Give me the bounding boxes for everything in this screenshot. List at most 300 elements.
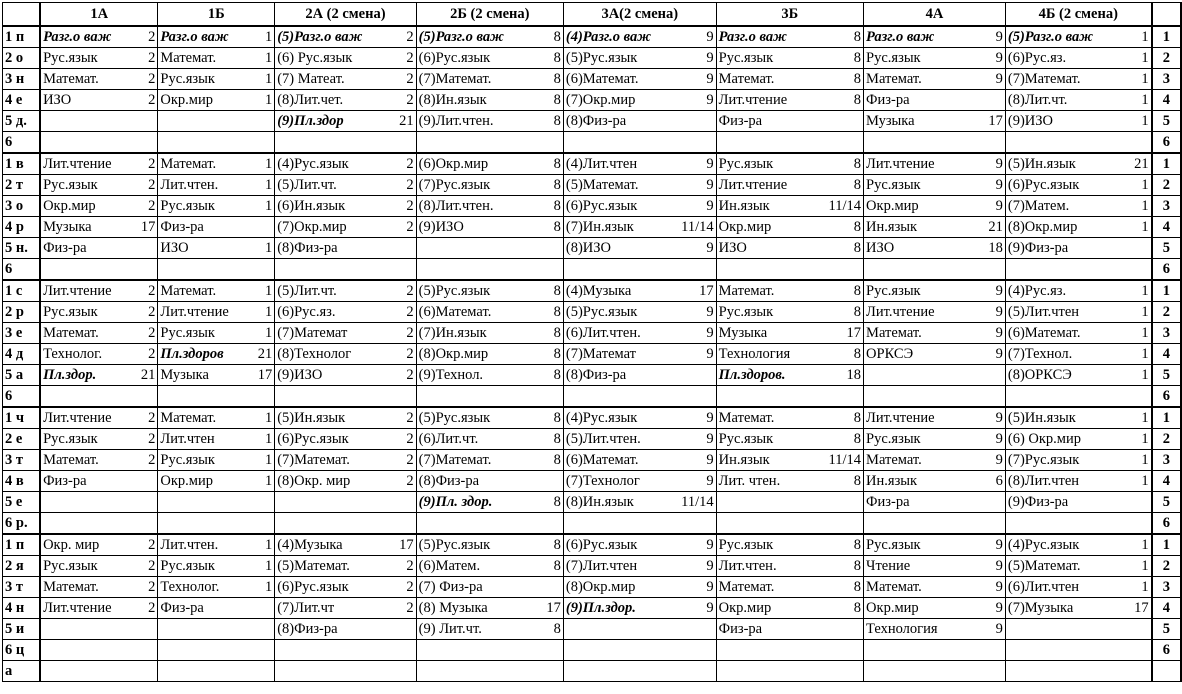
- subject-cell: Музыка: [40, 217, 131, 238]
- room-cell: 2: [131, 280, 158, 302]
- subject-cell: Окр. мир: [40, 534, 131, 556]
- subject-cell: Математ.: [40, 577, 131, 598]
- room-cell: 1: [1119, 534, 1151, 556]
- subject-cell: (6)Рус.яз.: [1005, 48, 1119, 69]
- room-cell: 1: [1119, 175, 1151, 196]
- subject-cell: ИЗО: [716, 238, 826, 259]
- room-cell: [979, 640, 1006, 661]
- room-cell: 17: [827, 323, 864, 344]
- subject-cell: (6)Лит.чтен: [1005, 577, 1119, 598]
- subject-cell: (5)Математ.: [563, 175, 679, 196]
- room-cell: [679, 386, 716, 408]
- room-cell: 17: [131, 217, 158, 238]
- room-cell: 8: [827, 344, 864, 365]
- subject-cell: [864, 259, 979, 281]
- schedule-table: [2, 2, 1182, 682]
- subject-cell: Окр.мир: [40, 196, 131, 217]
- subject-cell: Математ.: [40, 323, 131, 344]
- subject-cell: (5)Рус.язык: [563, 302, 679, 323]
- room-cell: 8: [530, 26, 563, 48]
- lesson-number: 6: [1152, 386, 1181, 408]
- subject-cell: [158, 661, 247, 682]
- lesson-number: 5: [1152, 111, 1181, 132]
- room-cell: [390, 619, 417, 640]
- subject-cell: (7)Математ.: [275, 450, 390, 471]
- room-cell: 9: [979, 429, 1006, 450]
- subject-cell: [40, 111, 131, 132]
- class-header: 2А (2 смена): [275, 3, 416, 27]
- room-cell: 8: [530, 323, 563, 344]
- class-header: 4А: [864, 3, 1006, 27]
- room-cell: 2: [390, 450, 417, 471]
- subject-cell: [563, 619, 679, 640]
- lesson-number: 6: [1152, 132, 1181, 154]
- subject-cell: [275, 640, 390, 661]
- subject-cell: Физ-ра: [716, 619, 826, 640]
- subject-cell: Пл.здоров: [158, 344, 247, 365]
- subject-cell: Окр.мир: [158, 471, 247, 492]
- room-cell: 8: [530, 429, 563, 450]
- room-cell: [247, 598, 275, 619]
- subject-cell: [416, 132, 530, 154]
- room-cell: 1: [247, 471, 275, 492]
- subject-cell: Математ.: [40, 69, 131, 90]
- subject-cell: (8)Окр. мир: [275, 471, 390, 492]
- class-header: 1А: [40, 3, 158, 27]
- room-cell: 8: [530, 302, 563, 323]
- lesson-row: [3, 302, 1182, 323]
- subject-cell: Рус.язык: [716, 534, 826, 556]
- room-cell: 2: [390, 429, 417, 450]
- room-cell: [827, 259, 864, 281]
- subject-cell: Технология: [716, 344, 826, 365]
- room-cell: 8: [827, 429, 864, 450]
- room-cell: [679, 111, 716, 132]
- room-cell: 17: [247, 365, 275, 386]
- room-cell: 8: [530, 280, 563, 302]
- room-cell: [390, 640, 417, 661]
- subject-cell: Музыка: [864, 111, 979, 132]
- subject-cell: (7)Окр.мир: [563, 90, 679, 111]
- subject-cell: Разг.о важ: [40, 26, 131, 48]
- room-cell: 2: [131, 344, 158, 365]
- room-cell: 2: [390, 90, 417, 111]
- day-lesson-label: 3 т: [3, 450, 41, 471]
- room-cell: 11/14: [827, 450, 864, 471]
- room-cell: [827, 386, 864, 408]
- room-cell: [530, 132, 563, 154]
- lesson-number: 4: [1152, 90, 1181, 111]
- day-lesson-label: 2 о: [3, 48, 41, 69]
- room-cell: 2: [131, 534, 158, 556]
- room-cell: 2: [390, 323, 417, 344]
- subject-cell: Математ.: [158, 280, 247, 302]
- subject-cell: Чтение: [864, 556, 979, 577]
- subject-cell: [40, 132, 131, 154]
- room-cell: [679, 661, 716, 682]
- subject-cell: (6)Ин.язык: [275, 196, 390, 217]
- room-cell: 2: [390, 175, 417, 196]
- day-lesson-label: 2 р: [3, 302, 41, 323]
- room-cell: 9: [679, 90, 716, 111]
- room-cell: 8: [827, 577, 864, 598]
- room-cell: [827, 513, 864, 535]
- room-cell: [247, 259, 275, 281]
- room-cell: [679, 365, 716, 386]
- room-cell: 2: [390, 280, 417, 302]
- subject-cell: Рус.язык: [716, 429, 826, 450]
- subject-cell: [275, 661, 390, 682]
- room-cell: 2: [131, 90, 158, 111]
- room-cell: 8: [530, 407, 563, 429]
- room-cell: [131, 259, 158, 281]
- room-cell: [247, 217, 275, 238]
- room-cell: 8: [530, 69, 563, 90]
- room-cell: 9: [679, 534, 716, 556]
- subject-cell: [40, 492, 131, 513]
- subject-cell: (7)Музыка: [1005, 598, 1119, 619]
- lesson-row: [3, 280, 1182, 302]
- subject-cell: (6)Рус.язык: [563, 534, 679, 556]
- room-cell: [390, 492, 417, 513]
- room-cell: [390, 661, 417, 682]
- subject-cell: [1005, 640, 1119, 661]
- room-cell: 2: [390, 471, 417, 492]
- room-cell: [979, 386, 1006, 408]
- room-cell: 2: [390, 598, 417, 619]
- room-cell: [530, 577, 563, 598]
- subject-cell: Рус.язык: [40, 48, 131, 69]
- room-cell: 9: [979, 323, 1006, 344]
- subject-cell: Лит.чтен: [158, 429, 247, 450]
- lesson-number: 3: [1152, 69, 1181, 90]
- room-cell: 1: [247, 153, 275, 175]
- subject-cell: Рус.язык: [864, 534, 979, 556]
- subject-cell: Лит.чтен.: [158, 175, 247, 196]
- subject-cell: Лит.чтение: [864, 153, 979, 175]
- room-cell: 1: [1119, 471, 1151, 492]
- subject-cell: Рус.язык: [864, 175, 979, 196]
- subject-cell: [40, 513, 131, 535]
- subject-cell: (8)Физ-ра: [416, 471, 530, 492]
- lesson-row: [3, 344, 1182, 365]
- room-cell: 8: [530, 90, 563, 111]
- subject-cell: (7)Матем.: [1005, 196, 1119, 217]
- room-cell: 2: [131, 175, 158, 196]
- room-cell: 2: [131, 407, 158, 429]
- header-row: [3, 3, 1182, 27]
- day-lesson-label: 6: [3, 386, 41, 408]
- day-lesson-label: 1 с: [3, 280, 41, 302]
- room-cell: 1: [247, 90, 275, 111]
- room-cell: 1: [247, 175, 275, 196]
- subject-cell: Разг.о важ: [864, 26, 979, 48]
- subject-cell: Физ-ра: [158, 217, 247, 238]
- room-cell: 8: [827, 556, 864, 577]
- subject-cell: [158, 640, 247, 661]
- lesson-number: 6: [1152, 640, 1181, 661]
- subject-cell: Рус.язык: [40, 302, 131, 323]
- room-cell: 2: [390, 556, 417, 577]
- subject-cell: [563, 386, 679, 408]
- class-header: 4Б (2 смена): [1005, 3, 1151, 27]
- day-lesson-label: 4 е: [3, 90, 41, 111]
- lesson-number: 1: [1152, 153, 1181, 175]
- lesson-number: 2: [1152, 175, 1181, 196]
- subject-cell: Рус.язык: [40, 429, 131, 450]
- day-lesson-label: 6: [3, 259, 41, 281]
- room-cell: 2: [390, 302, 417, 323]
- subject-cell: (7) Матеат.: [275, 69, 390, 90]
- room-cell: 1: [1119, 217, 1151, 238]
- room-cell: [1119, 492, 1151, 513]
- room-cell: 9: [679, 577, 716, 598]
- subject-cell: Рус.язык: [158, 556, 247, 577]
- subject-cell: (5)Рус.язык: [416, 407, 530, 429]
- subject-cell: [158, 386, 247, 408]
- subject-cell: [716, 492, 826, 513]
- subject-cell: (7)Технол.: [1005, 344, 1119, 365]
- day-lesson-label: 1 п: [3, 534, 41, 556]
- lesson-row: [3, 132, 1182, 154]
- lesson-number: 2: [1152, 48, 1181, 69]
- day-lesson-label: 5 н.: [3, 238, 41, 259]
- subject-cell: Лит.чтение: [864, 407, 979, 429]
- subject-cell: Рус.язык: [864, 280, 979, 302]
- subject-cell: [416, 238, 530, 259]
- subject-cell: Окр.мир: [158, 90, 247, 111]
- subject-cell: [716, 259, 826, 281]
- subject-cell: (7)Математ: [275, 323, 390, 344]
- lesson-row: [3, 577, 1182, 598]
- subject-cell: Математ.: [864, 323, 979, 344]
- room-cell: [530, 471, 563, 492]
- subject-cell: (7)Лит.чт: [275, 598, 390, 619]
- room-cell: 8: [827, 26, 864, 48]
- subject-cell: Ин.язык: [864, 471, 979, 492]
- subject-cell: (6) Рус.язык: [275, 48, 390, 69]
- room-cell: [390, 238, 417, 259]
- subject-cell: Технолог.: [40, 344, 131, 365]
- room-cell: 1: [1119, 556, 1151, 577]
- lesson-number: 1: [1152, 534, 1181, 556]
- room-cell: [247, 111, 275, 132]
- room-cell: 17: [979, 111, 1006, 132]
- subject-cell: (8)Окр.мир: [416, 344, 530, 365]
- lesson-number: 3: [1152, 196, 1181, 217]
- subject-cell: (9)Пл. здор.: [416, 492, 530, 513]
- room-cell: 8: [827, 407, 864, 429]
- subject-cell: Физ-ра: [864, 492, 979, 513]
- room-cell: 9: [679, 407, 716, 429]
- subject-cell: Рус.язык: [158, 323, 247, 344]
- room-cell: 21: [390, 111, 417, 132]
- room-cell: 1: [1119, 280, 1151, 302]
- subject-cell: [1005, 513, 1119, 535]
- subject-cell: Рус.язык: [716, 48, 826, 69]
- subject-cell: [158, 492, 247, 513]
- day-lesson-label: 3 т: [3, 577, 41, 598]
- subject-cell: Музыка: [716, 323, 826, 344]
- room-cell: [131, 386, 158, 408]
- subject-cell: (7)Математ.: [1005, 69, 1119, 90]
- room-cell: 2: [131, 196, 158, 217]
- class-header: 2Б (2 смена): [416, 3, 563, 27]
- room-cell: [390, 132, 417, 154]
- room-cell: 9: [979, 175, 1006, 196]
- day-lesson-label: 6 р.: [3, 513, 41, 535]
- subject-cell: Рус.язык: [864, 429, 979, 450]
- subject-cell: (6)Рус.язык: [563, 196, 679, 217]
- lesson-number: 6: [1152, 259, 1181, 281]
- room-cell: 8: [827, 90, 864, 111]
- room-cell: [979, 513, 1006, 535]
- room-cell: 1: [247, 323, 275, 344]
- room-cell: 9: [979, 598, 1006, 619]
- subject-cell: (5)Лит.чт.: [275, 280, 390, 302]
- subject-cell: (9)ИЗО: [416, 217, 530, 238]
- room-cell: 21: [247, 344, 275, 365]
- room-cell: 1: [247, 196, 275, 217]
- room-cell: [1119, 132, 1151, 154]
- subject-cell: Математ.: [716, 69, 826, 90]
- subject-cell: (5)Разг.о важ: [275, 26, 390, 48]
- subject-cell: Рус.язык: [158, 196, 247, 217]
- room-cell: 1: [247, 556, 275, 577]
- room-cell: 2: [131, 48, 158, 69]
- lesson-number: 4: [1152, 217, 1181, 238]
- subject-cell: [275, 132, 390, 154]
- subject-cell: (5)Лит.чтен: [1005, 302, 1119, 323]
- subject-cell: [864, 661, 979, 682]
- day-lesson-label: а: [3, 661, 41, 682]
- subject-cell: Ин.язык: [716, 450, 826, 471]
- room-cell: 17: [530, 598, 563, 619]
- subject-cell: (4)Рус.язык: [563, 407, 679, 429]
- subject-cell: (5)Рус.язык: [416, 534, 530, 556]
- lesson-number: [1152, 661, 1181, 682]
- lesson-number: 3: [1152, 577, 1181, 598]
- room-cell: 9: [679, 450, 716, 471]
- room-cell: 9: [679, 556, 716, 577]
- room-cell: [530, 238, 563, 259]
- subject-cell: (9)Технол.: [416, 365, 530, 386]
- subject-cell: (6)Математ.: [563, 450, 679, 471]
- lesson-number: 1: [1152, 26, 1181, 48]
- room-cell: 2: [131, 577, 158, 598]
- room-cell: 1: [1119, 407, 1151, 429]
- day-lesson-label: 6: [3, 132, 41, 154]
- room-cell: 2: [131, 153, 158, 175]
- subject-cell: Физ-ра: [716, 111, 826, 132]
- subject-cell: [716, 513, 826, 535]
- room-cell: 1: [247, 26, 275, 48]
- room-cell: [979, 90, 1006, 111]
- room-cell: 2: [131, 26, 158, 48]
- lesson-number: 5: [1152, 365, 1181, 386]
- room-cell: 9: [679, 302, 716, 323]
- lesson-number: 5: [1152, 238, 1181, 259]
- room-cell: 1: [1119, 429, 1151, 450]
- room-cell: 9: [979, 69, 1006, 90]
- subject-cell: (7)Технолог: [563, 471, 679, 492]
- subject-cell: (6)Математ.: [1005, 323, 1119, 344]
- subject-cell: [1005, 132, 1119, 154]
- room-cell: 2: [390, 344, 417, 365]
- room-cell: 2: [131, 323, 158, 344]
- room-cell: 11/14: [679, 217, 716, 238]
- room-cell: 1: [247, 429, 275, 450]
- subject-cell: Физ-ра: [864, 90, 979, 111]
- day-lesson-label: 1 в: [3, 153, 41, 175]
- subject-cell: [40, 661, 131, 682]
- subject-cell: (5)Разг.о важ: [416, 26, 530, 48]
- subject-cell: Физ-ра: [158, 598, 247, 619]
- room-cell: 1: [247, 48, 275, 69]
- room-cell: [827, 492, 864, 513]
- lesson-number: 2: [1152, 556, 1181, 577]
- room-cell: 2: [390, 153, 417, 175]
- lesson-number: 1: [1152, 280, 1181, 302]
- room-cell: 8: [530, 556, 563, 577]
- room-cell: 9: [679, 323, 716, 344]
- room-cell: [979, 259, 1006, 281]
- lesson-row: [3, 365, 1182, 386]
- subject-cell: [275, 259, 390, 281]
- room-cell: 17: [679, 280, 716, 302]
- subject-cell: [563, 640, 679, 661]
- subject-cell: (5)Лит.чт.: [275, 175, 390, 196]
- room-cell: [131, 492, 158, 513]
- room-cell: [247, 132, 275, 154]
- lesson-number: 1: [1152, 407, 1181, 429]
- room-cell: [131, 661, 158, 682]
- subject-cell: (6)Рус.яз.: [275, 302, 390, 323]
- lesson-row: [3, 153, 1182, 175]
- room-cell: 1: [247, 302, 275, 323]
- subject-cell: [416, 386, 530, 408]
- subject-cell: (6)Рус.язык: [1005, 175, 1119, 196]
- room-cell: [390, 259, 417, 281]
- room-cell: 9: [679, 26, 716, 48]
- room-cell: [247, 513, 275, 535]
- subject-cell: [416, 259, 530, 281]
- subject-cell: (9)Физ-ра: [1005, 492, 1119, 513]
- subject-cell: (7)Ин.язык: [416, 323, 530, 344]
- subject-cell: Рус.язык: [716, 302, 826, 323]
- lesson-number: 4: [1152, 471, 1181, 492]
- subject-cell: Лит.чтение: [864, 302, 979, 323]
- room-cell: 9: [979, 534, 1006, 556]
- room-cell: 1: [247, 407, 275, 429]
- lesson-number: 4: [1152, 598, 1181, 619]
- lesson-number: 5: [1152, 492, 1181, 513]
- class-header: 3Б: [716, 3, 863, 27]
- day-lesson-label: 4 р: [3, 217, 41, 238]
- subject-cell: Лит.чтение: [40, 280, 131, 302]
- subject-cell: Лит.чтен.: [716, 556, 826, 577]
- subject-cell: Технология: [864, 619, 979, 640]
- room-cell: [1119, 259, 1151, 281]
- subject-cell: Математ.: [864, 69, 979, 90]
- subject-cell: (7)Математ.: [416, 450, 530, 471]
- subject-cell: [158, 513, 247, 535]
- subject-cell: (8)Окр.мир: [1005, 217, 1119, 238]
- room-cell: 9: [979, 619, 1006, 640]
- subject-cell: [716, 640, 826, 661]
- room-cell: 2: [131, 429, 158, 450]
- room-cell: [979, 492, 1006, 513]
